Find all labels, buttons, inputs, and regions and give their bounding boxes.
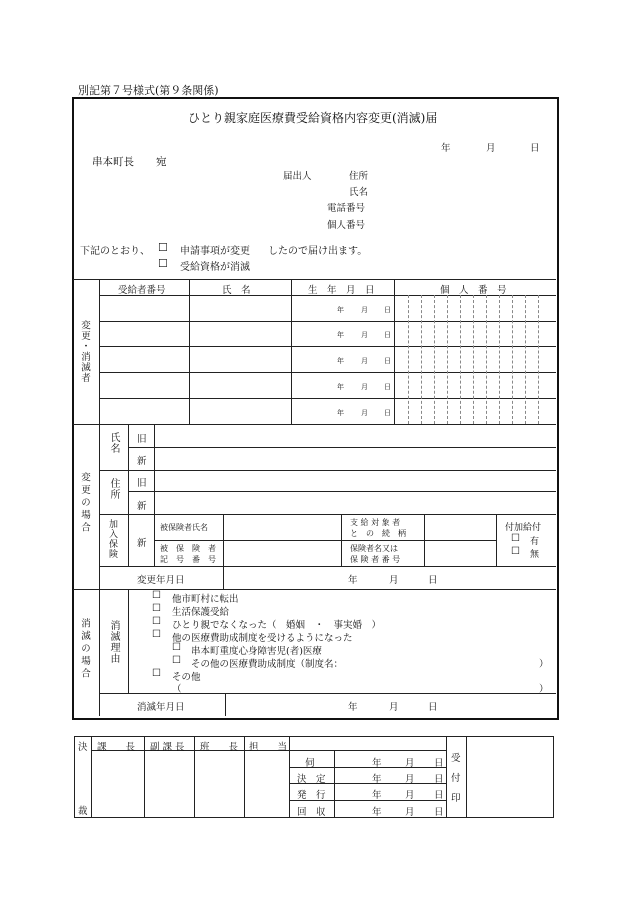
change-name-label: 氏名 — [108, 432, 119, 454]
reason4b-checkbox[interactable]: ☐ — [172, 655, 181, 666]
lapse-date-month: 月 — [389, 702, 399, 713]
phone-label: 電話番号 — [327, 203, 366, 214]
supplement-yes-label: 有 — [530, 537, 540, 547]
row2-month: 月 — [361, 331, 368, 339]
row5-month: 月 — [361, 409, 368, 417]
insured-name-label: 被保険者氏名 — [160, 523, 208, 532]
section3-side-label: 消滅の場合 — [79, 618, 90, 681]
col-name: 氏 名 — [222, 285, 251, 296]
lapse-date-day: 日 — [428, 702, 438, 713]
insurance-label: 加入保険 — [107, 519, 117, 559]
supplement-label: 付加給付 — [505, 523, 542, 533]
addressee: 串本町長 — [92, 156, 134, 168]
r3-month: 月 — [405, 790, 415, 801]
supplement-yes-checkbox[interactable]: ☐ — [511, 533, 520, 544]
reason2-checkbox[interactable]: ☐ — [152, 603, 161, 614]
approval-kessai-1: 決 — [78, 742, 88, 753]
col-birthdate: 生 年 月 日 — [308, 285, 375, 296]
date-day-label: 日 — [530, 143, 540, 154]
r1-day: 日 — [434, 758, 444, 769]
row3-month: 月 — [361, 357, 368, 365]
reason1-checkbox[interactable]: ☐ — [152, 590, 161, 601]
reason1-label: 他市町村に転出 — [172, 594, 239, 605]
row1-month: 月 — [361, 306, 368, 314]
date-year-label: 年 — [441, 143, 451, 154]
lapse-reason-label: 消滅理由 — [108, 620, 119, 664]
support-relation-2: と の 続 柄 — [350, 529, 406, 538]
approval-row-kaishu: 回 収 — [297, 807, 326, 818]
row3-year: 年 — [337, 357, 344, 365]
address-old: 旧 — [137, 478, 147, 489]
reason2-label: 生活保護受給 — [172, 607, 230, 618]
approval-kessai-2: 裁 — [78, 806, 88, 817]
receipt-stamp-2: 付 — [451, 773, 461, 784]
row2-year: 年 — [337, 331, 344, 339]
reason5-close-paren: ） — [539, 684, 549, 695]
row2-day: 日 — [384, 331, 391, 339]
notice-suffix: したので届け出ます。 — [268, 246, 368, 257]
section2-side-label: 変更の場合 — [79, 472, 90, 535]
lapse-date-year: 年 — [348, 702, 358, 713]
reason4b-label: その他の医療費助成制度（制度名： — [191, 659, 344, 670]
r2-year: 年 — [372, 774, 382, 785]
r2-day: 日 — [434, 774, 444, 785]
approval-fukukacho: 副 課 長 — [150, 742, 185, 753]
approval-row-hakko: 発 行 — [297, 790, 326, 801]
insured-code-label-1: 被 保 険 者 — [160, 544, 216, 553]
reason5-checkbox[interactable]: ☐ — [152, 668, 161, 679]
page-title: ひとり親家庭医療費受給資格内容変更(消滅)届 — [188, 111, 438, 125]
approval-hancho: 班 長 — [200, 742, 239, 753]
r1-year: 年 — [372, 758, 382, 769]
insurer-label-2: 保 険 者 番 号 — [350, 555, 401, 564]
reason4a-label: 串本町重度心身障害児(者)医療 — [191, 646, 322, 657]
change-date-label: 変更年月日 — [137, 575, 185, 586]
option-lapse-label: 受給資格が消滅 — [180, 262, 250, 273]
reason3-checkbox[interactable]: ☐ — [152, 616, 161, 627]
approval-tanto: 担 当 — [249, 742, 288, 753]
change-date-month: 月 — [389, 575, 399, 586]
section1-side-label: 変更・消滅者 — [79, 320, 90, 383]
r4-year: 年 — [372, 807, 382, 818]
r2-month: 月 — [405, 774, 415, 785]
receipt-stamp-3: 印 — [451, 793, 461, 804]
supplement-no-checkbox[interactable]: ☐ — [511, 546, 520, 557]
reason5-open-paren: （ — [172, 684, 182, 695]
date-month-label: 月 — [486, 143, 496, 154]
col-recipient-number: 受給者番号 — [118, 285, 166, 296]
approval-row-ukagai: 伺 — [305, 758, 315, 769]
insured-code-label-2: 記 号 番 号 — [160, 555, 216, 564]
r1-month: 月 — [405, 758, 415, 769]
personal-number-label: 個人番号 — [327, 220, 366, 231]
row1-year: 年 — [337, 306, 344, 314]
reason3-label: ひとり親でなくなった（ 婚姻 ・ 事実婚 ） — [172, 620, 382, 631]
address-label: 住所 — [349, 171, 369, 182]
insurer-label-1: 保険者名又は — [350, 544, 398, 553]
reason4b-close-paren: ） — [539, 659, 549, 670]
option-change-checkbox[interactable]: ☐ — [158, 241, 168, 254]
reason4-checkbox[interactable]: ☐ — [152, 629, 161, 640]
reason4a-checkbox[interactable]: ☐ — [172, 642, 181, 653]
row1-day: 日 — [384, 306, 391, 314]
approval-row-kettei: 決 定 — [297, 774, 326, 785]
approval-kacho: 課 長 — [97, 742, 136, 753]
option-change-label: 申請事項が変更 — [180, 246, 250, 257]
option-lapse-checkbox[interactable]: ☐ — [158, 257, 168, 270]
form-number: 別記第７号様式(第９条関係) — [78, 84, 219, 97]
change-address-label: 住所 — [108, 478, 119, 500]
row5-day: 日 — [384, 409, 391, 417]
receipt-stamp-1: 受 — [451, 753, 461, 764]
address-new: 新 — [137, 501, 147, 512]
row3-day: 日 — [384, 357, 391, 365]
support-relation-1: 支 給 対 象 者 — [350, 518, 401, 527]
name-old: 旧 — [137, 434, 147, 445]
applicant-label: 届出人 — [283, 171, 312, 182]
r3-day: 日 — [434, 790, 444, 801]
name-label: 氏名 — [349, 187, 369, 198]
col-personal-number: 個 人 番 号 — [440, 285, 507, 296]
reason4-label: 他の医療費助成制度を受けるようになった — [172, 633, 353, 644]
supplement-no-label: 無 — [530, 550, 540, 560]
row4-year: 年 — [337, 383, 344, 391]
r4-month: 月 — [405, 807, 415, 818]
name-new: 新 — [137, 456, 147, 467]
r3-year: 年 — [372, 790, 382, 801]
change-date-year: 年 — [348, 575, 358, 586]
insurance-new: 新 — [137, 538, 147, 549]
lapse-date-label: 消滅年月日 — [137, 702, 185, 713]
row4-month: 月 — [361, 383, 368, 391]
row4-day: 日 — [384, 383, 391, 391]
r4-day: 日 — [434, 807, 444, 818]
change-date-day: 日 — [428, 575, 438, 586]
addressee-suffix: 宛 — [156, 156, 167, 168]
row5-year: 年 — [337, 409, 344, 417]
notice-prefix: 下記のとおり、 — [80, 246, 150, 257]
reason5-label: その他 — [172, 672, 201, 683]
